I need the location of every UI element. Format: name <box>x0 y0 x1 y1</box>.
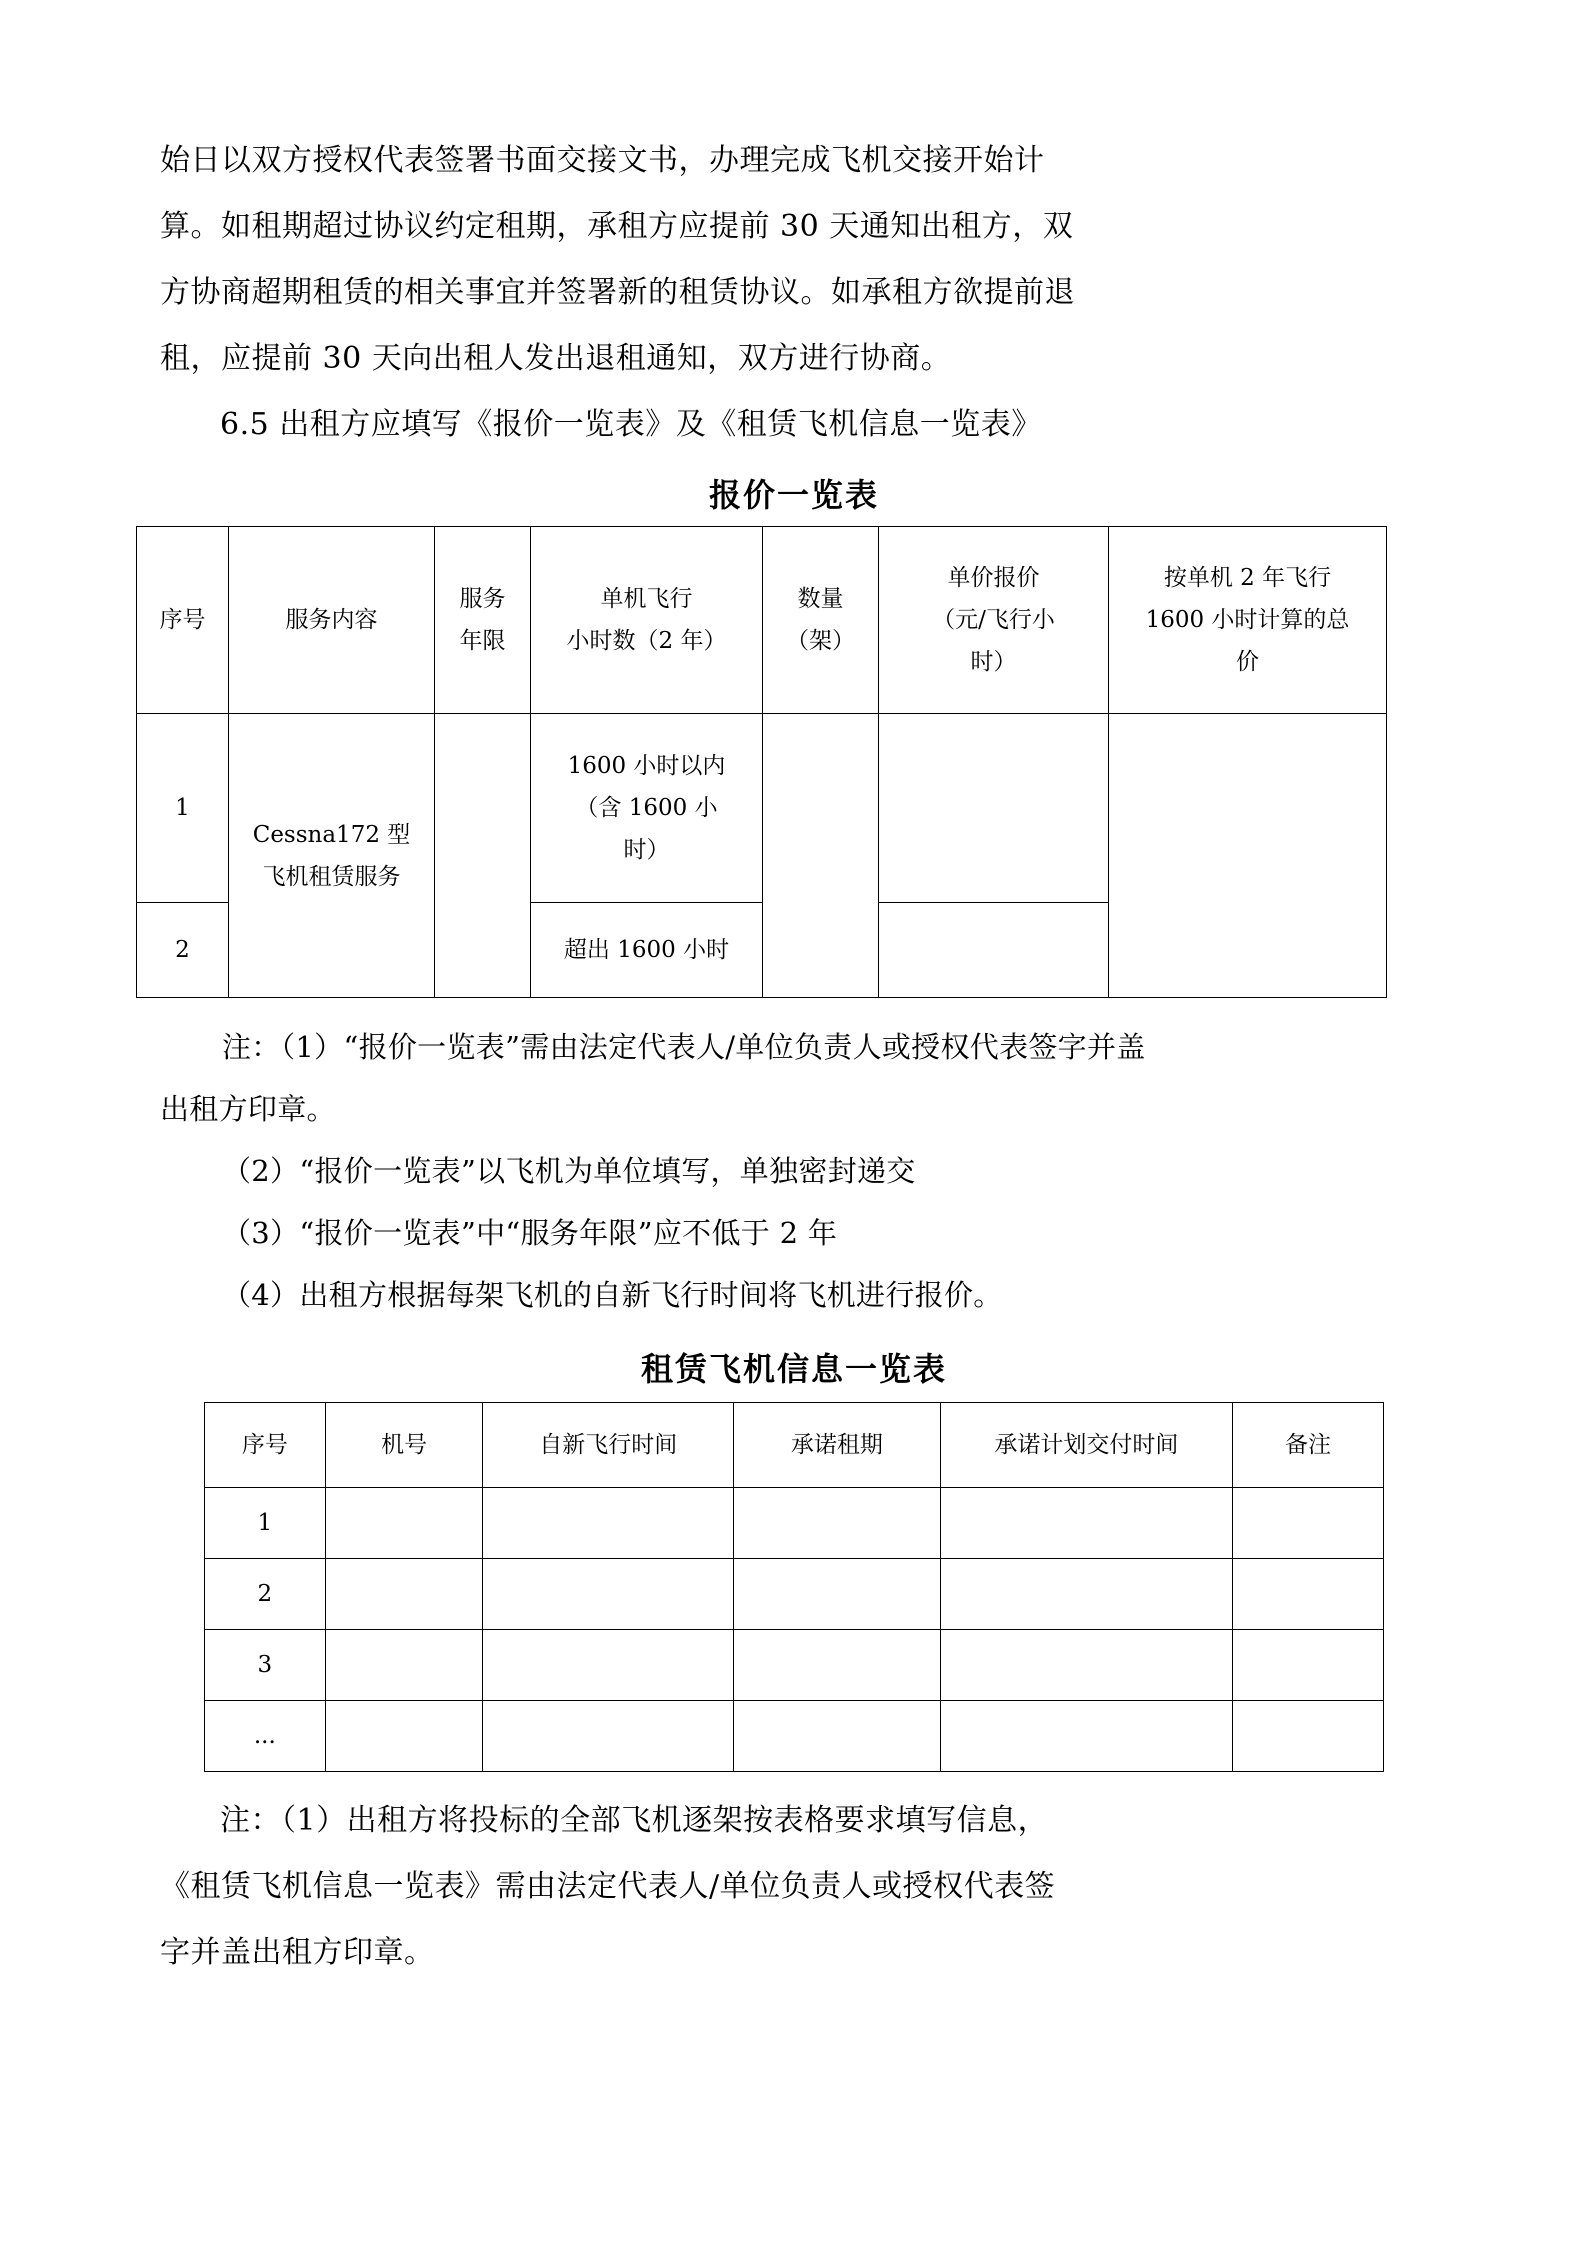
quote-header-unit-price-line3: 时） <box>970 649 1017 675</box>
quote-row1-hours-line3: 时） <box>623 837 670 863</box>
info-row1-delivery-time[interactable] <box>940 1488 1232 1559</box>
quote-header-quantity-line2: （架） <box>786 628 855 654</box>
paragraph-line-1: 始日以双方授权代表签署书面交接文书，办理完成飞机交接开始计 <box>160 143 1045 178</box>
quote-header-flight-hours <box>531 527 763 714</box>
table-row <box>205 1488 1384 1559</box>
quote-note-1-line1: 注：（1）“报价一览表”需由法定代表人/单位负责人或授权代表签字并盖 <box>222 1030 1146 1064</box>
quote-row1-flight-hours <box>531 714 763 903</box>
quote-table-notes <box>160 1016 1428 1326</box>
quote-header-service: 服务内容 <box>229 527 435 714</box>
info-table-header-row <box>205 1403 1384 1488</box>
quote-row1-hours-line1: 1600 小时以内 <box>567 753 726 779</box>
paragraph-line-3: 方协商超期租赁的相关事宜并签署新的租赁协议。如承租方欲提前退 <box>160 275 1075 310</box>
info-row4-flight-time[interactable] <box>483 1701 734 1772</box>
paragraph-line-4: 租，应提前 30 天向出租人发出退租通知，双方进行协商。 <box>160 341 952 376</box>
info-header-flight-time: 自新飞行时间 <box>483 1403 734 1488</box>
quote-header-service-years-line2: 年限 <box>459 628 506 654</box>
info-row4-registration[interactable] <box>325 1701 483 1772</box>
info-header-lease-term: 承诺租期 <box>734 1403 941 1488</box>
info-header-registration: 机号 <box>325 1403 483 1488</box>
info-row4-no: ... <box>205 1701 326 1772</box>
info-row4-lease-term[interactable] <box>734 1701 941 1772</box>
paragraph-line-2: 算。如租期超过协议约定租期，承租方应提前 30 天通知出租方，双 <box>160 209 1074 244</box>
info-row1-registration[interactable] <box>325 1488 483 1559</box>
table-row <box>205 1559 1384 1630</box>
quote-row2-seq: 2 <box>137 903 229 998</box>
info-row3-delivery-time[interactable] <box>940 1630 1232 1701</box>
quote-header-unit-price-line1: 单价报价 <box>947 565 1040 591</box>
quote-row1-unit-price-value[interactable] <box>879 714 1109 903</box>
quote-header-flight-hours-line1: 单机飞行 <box>600 586 693 612</box>
quote-note-4: （4）出租方根据每架飞机的自新飞行时间将飞机进行报价。 <box>222 1278 1003 1312</box>
info-row2-delivery-time[interactable] <box>940 1559 1232 1630</box>
quote-header-total-price-line3: 价 <box>1236 649 1259 675</box>
info-row3-remark[interactable] <box>1233 1630 1384 1701</box>
info-row1-lease-term[interactable] <box>734 1488 941 1559</box>
info-row3-no: 3 <box>205 1630 326 1701</box>
quote-row-service-years-value[interactable] <box>435 714 531 998</box>
quote-header-service-years <box>435 527 531 714</box>
quote-note-3: （3）“报价一览表”中“服务年限”应不低于 2 年 <box>222 1216 838 1250</box>
quote-header-unit-price <box>879 527 1109 714</box>
quote-row-total-price-value[interactable] <box>1109 714 1387 998</box>
info-row1-remark[interactable] <box>1233 1488 1384 1559</box>
info-header-remark: 备注 <box>1233 1403 1384 1488</box>
quote-header-flight-hours-line2: 小时数（2 年） <box>566 628 727 654</box>
quote-header-total-price <box>1109 527 1387 714</box>
quote-note-1-line2: 出租方印章。 <box>160 1092 336 1126</box>
info-row1-flight-time[interactable] <box>483 1488 734 1559</box>
quote-note-2: （2）“报价一览表”以飞机为单位填写，单独密封递交 <box>222 1154 916 1188</box>
info-row1-no: 1 <box>205 1488 326 1559</box>
info-row3-flight-time[interactable] <box>483 1630 734 1701</box>
quote-header-quantity-line1: 数量 <box>797 586 844 612</box>
info-row2-remark[interactable] <box>1233 1559 1384 1630</box>
quote-header-unit-price-line2: （元/飞行小 <box>932 607 1055 633</box>
quote-row2-flight-hours: 超出 1600 小时 <box>531 903 763 998</box>
info-row2-flight-time[interactable] <box>483 1559 734 1630</box>
info-header-delivery-time: 承诺计划交付时间 <box>940 1403 1232 1488</box>
quote-service-line1: Cessna172 型 <box>252 821 411 848</box>
body-paragraph <box>160 128 1428 392</box>
info-header-no: 序号 <box>205 1403 326 1488</box>
quote-row1-seq: 1 <box>137 714 229 903</box>
info-note-line1: 注：（1）出租方将投标的全部飞机逐架按表格要求填写信息， <box>220 1803 1049 1838</box>
quote-table-title: 报价一览表 <box>708 476 879 514</box>
info-row4-delivery-time[interactable] <box>940 1701 1232 1772</box>
info-row2-registration[interactable] <box>325 1559 483 1630</box>
quote-header-total-price-line1: 按单机 2 年飞行 <box>1163 565 1332 591</box>
info-table-notes <box>160 1788 1428 1986</box>
quote-service-line2: 飞机租赁服务 <box>262 863 401 890</box>
table-row <box>205 1630 1384 1701</box>
info-row4-remark[interactable] <box>1233 1701 1384 1772</box>
section-6-5-heading: 6.5 出租方应填写《报价一览表》及《租赁飞机信息一览表》 <box>220 407 1042 442</box>
info-table-title: 租赁飞机信息一览表 <box>640 1350 947 1388</box>
table-row <box>205 1701 1384 1772</box>
info-note-line2: 《租赁飞机信息一览表》需由法定代表人/单位负责人或授权代表签 <box>160 1869 1056 1904</box>
info-row3-lease-term[interactable] <box>734 1630 941 1701</box>
quote-row2-unit-price-value[interactable] <box>879 903 1109 998</box>
info-row3-registration[interactable] <box>325 1630 483 1701</box>
info-row2-lease-term[interactable] <box>734 1559 941 1630</box>
quote-table-header-row <box>137 527 1387 714</box>
quote-header-service-years-line1: 服务 <box>459 586 506 612</box>
quote-row-service-content <box>229 714 435 998</box>
quote-header-quantity <box>763 527 879 714</box>
page-content <box>160 128 1428 1986</box>
quote-header-seq: 序号 <box>137 527 229 714</box>
quote-header-total-price-line2: 1600 小时计算的总 <box>1145 607 1350 633</box>
info-note-line3: 字并盖出租方印章。 <box>160 1935 435 1970</box>
aircraft-info-table <box>204 1402 1384 1772</box>
quote-table-row-1 <box>137 714 1387 903</box>
quote-row-quantity-value[interactable] <box>763 714 879 998</box>
quote-row1-hours-line2: （含 1600 小 <box>575 795 718 821</box>
quote-table <box>136 526 1387 998</box>
info-row2-no: 2 <box>205 1559 326 1630</box>
